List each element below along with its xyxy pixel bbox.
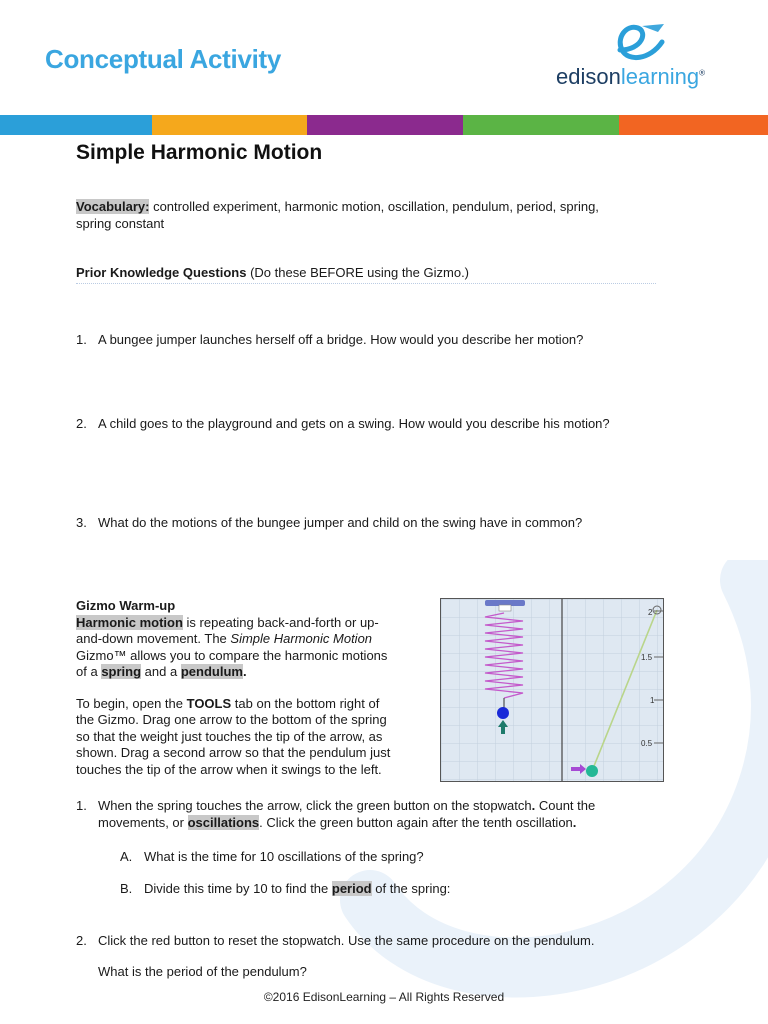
term-harmonic-motion: Harmonic motion — [76, 614, 183, 630]
gizmo-screenshot — [440, 598, 664, 782]
vocabulary-block — [76, 199, 676, 232]
stripe-orange — [619, 115, 768, 135]
term-oscillations: oscillations — [187, 814, 260, 830]
vocabulary-text-2: spring constant — [76, 215, 165, 231]
question-3: 3. What do the motions of the bungee jumper and child on the swing have in common? — [76, 515, 583, 530]
question-1: 1. A bungee jumper launches herself off a bridge. How would you describe her motion? — [76, 332, 584, 347]
stripe-purple — [307, 115, 463, 135]
vocabulary-text: controlled experiment, harmonic motion, oscillation, pendulum, period, spring, — [153, 199, 599, 214]
tick-label-1-5: 1.5 — [641, 653, 653, 662]
step-1-a: A. What is the time for 10 oscillations of the spring? — [120, 849, 424, 864]
term-spring: spring — [101, 664, 142, 679]
term-period: period — [331, 881, 372, 896]
tick-label-1: 1 — [650, 696, 655, 705]
activity-label: Conceptual Activity — [45, 44, 282, 74]
page-title: Simple Harmonic Motion — [76, 141, 323, 164]
vocabulary-label: Vocabulary: — [76, 199, 150, 214]
tick-label-0-5: 0.5 — [641, 739, 653, 748]
tick-label-2: 2 — [648, 608, 653, 617]
question-2: 2. A child goes to the playground and gets on a swing. How would you describe his motion? — [76, 416, 610, 431]
step-2: 2. Click the red button to reset the stopwatch. Use the same procedure on the pendulum. — [76, 933, 595, 948]
step-1-b: B. Divide this time by 10 to find the period of the spring: — [120, 881, 451, 896]
step-2-question: What is the period of the pendulum? — [98, 964, 307, 979]
stripe-green — [463, 115, 619, 135]
clipped-text-line — [76, 280, 656, 286]
warmup-block: Gizmo Warm-up Harmonic motion is repeating back-and-forth or up- and-down movement. The Simple Harmonic Motion Gizmo™ allows you to compare the harmonic motions of a spring and a pendulum. To begin, open the TOOLS tab on the bottom right of the Gizmo. Drag one arrow to the bottom of the spring so that the weight just touches the tip of the arrow, as shown. Drag a second arrow so that the pendulum just touches the tip of the arrow when it swings to the left. — [76, 598, 421, 778]
prior-knowledge-heading: Prior Knowledge Questions (Do these BEFORE using the Gizmo.) — [76, 265, 470, 280]
term-pendulum: pendulum — [180, 664, 243, 679]
stripe-yellow — [152, 115, 307, 135]
edison-logo-icon — [612, 20, 668, 66]
pendulum-bob — [586, 765, 598, 777]
tools-term: TOOLS — [186, 695, 232, 711]
spring-weight — [497, 707, 509, 719]
footer-copyright: ©2016 EdisonLearning – All Rights Reserved — [263, 990, 505, 1004]
stripe-blue — [0, 115, 152, 135]
warmup-heading: Gizmo Warm-up — [76, 598, 176, 613]
step-1: 1. When the spring touches the arrow, click the green button on the stopwatch. Count the movements, or oscillations. Click the green button again after the tenth oscillation. — [76, 798, 596, 830]
edison-logo-text: edisonlearning® — [556, 64, 706, 89]
